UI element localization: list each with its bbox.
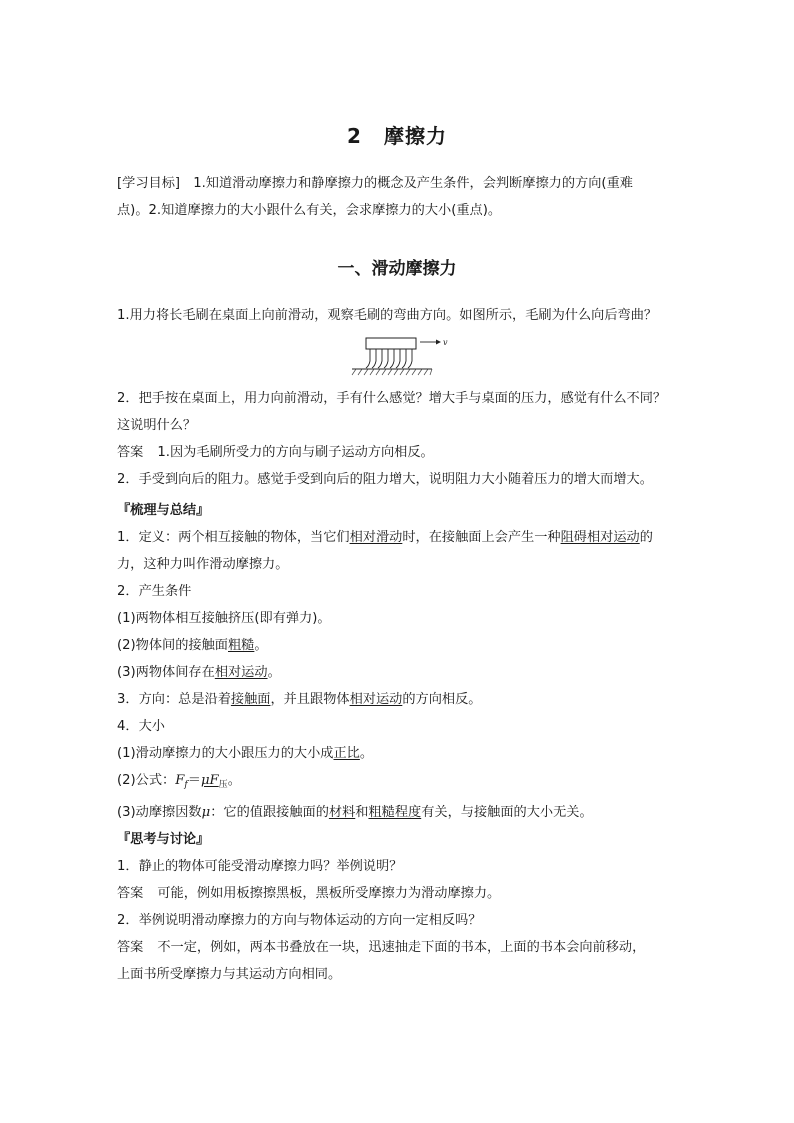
size-1-end: 。 [359, 746, 374, 761]
condition-2-underline: 粗糙 [228, 638, 255, 653]
definition-text-b: 时，在接触面上会产生一种 [402, 530, 561, 545]
summary-heading: 『梳理与总结』 [117, 503, 210, 518]
objectives-line-1: [学习目标] 1.知道滑动摩擦力和静摩擦力的概念及产生条件，会判断摩擦力的方向(重难 [117, 176, 633, 191]
definition-line-2: 力，这种力叫作滑动摩擦力。 [117, 557, 289, 572]
size-3-underline-2: 粗糙程度 [368, 805, 422, 820]
formula-ya-sub: 压 [218, 780, 228, 790]
formula-equals: ＝ [187, 773, 201, 788]
formula-ff: F [175, 773, 185, 788]
definition-text-a: 1．定义：两个相互接触的物体，当它们 [117, 530, 350, 545]
discussion-section [117, 826, 680, 988]
direction-text-a: 3．方向：总是沿着 [117, 692, 231, 707]
brush-body [366, 338, 416, 349]
discussion-answer-1-text: 可能，例如用板擦擦黑板，黑板所受摩擦力为滑动摩擦力。 [157, 886, 501, 901]
direction-underline-1: 接触面 [230, 692, 271, 707]
summary-section [117, 497, 680, 826]
condition-3-underline: 相对运动 [214, 665, 268, 680]
answer-1-text: 1.因为毛刷所受力的方向与刷子运动方向相反。 [157, 445, 434, 460]
size-2-formula [117, 767, 680, 799]
objectives-line-2: 点)。2.知道摩擦力的大小跟什么有关，会求摩擦力的大小(重点)。 [117, 203, 502, 218]
answer-2: 2．手受到向后的阻力。感觉手受到向后的阻力增大，说明阻力大小随着压力的增大而增大。 [117, 472, 653, 487]
formula-f-sub: f [184, 780, 188, 790]
discussion-question-2: 2．举例说明滑动摩擦力的方向与物体运动的方向一定相反吗？ [117, 913, 482, 928]
discussion-answer-1 [117, 880, 680, 907]
formula-label: (2)公式： [117, 773, 176, 788]
section-title: 一、滑动摩擦力 [337, 259, 457, 279]
answer-label: 答案 [117, 886, 144, 901]
size-1-underline: 正比 [333, 746, 360, 761]
size-3-text-d: 有关，与接触面的大小无关。 [421, 805, 593, 820]
definition-underline-1: 相对滑动 [349, 530, 403, 545]
title-text: 摩擦力 [383, 124, 447, 148]
direction-text-c: 的方向相反。 [402, 692, 482, 707]
direction [117, 686, 680, 713]
answer-label: 答案 [117, 445, 144, 460]
condition-3 [117, 659, 680, 686]
velocity-label: v [443, 338, 448, 347]
size-1-text: (1)滑动摩擦力的大小跟压力的大小成 [117, 746, 334, 761]
definition-underline-2: 阻碍相对运动 [560, 530, 640, 545]
size-3 [117, 799, 680, 826]
direction-text-b: ，并且跟物体 [270, 692, 350, 707]
condition-3-text: (3)两物体间存在 [117, 665, 215, 680]
title-number: 2 [347, 124, 362, 148]
question-2-line-1: 2．把手按在桌面上，用力向前滑动，手有什么感觉？增大手与桌面的压力，感觉有什么不同？ [117, 391, 667, 406]
answer-1 [117, 439, 680, 466]
question-2 [117, 385, 680, 493]
definition-line-1 [117, 524, 680, 551]
learning-objectives [117, 170, 680, 224]
condition-2-end: 。 [254, 638, 268, 653]
condition-2 [117, 632, 680, 659]
size-title: 4．大小 [117, 719, 165, 734]
brush-figure [332, 334, 452, 384]
question-1-text: 1.用力将长毛刷在桌面上向前滑动，观察毛刷的弯曲方向。如图所示，毛刷为什么向后弯曲？ [117, 308, 658, 323]
table-hatching [352, 369, 432, 375]
condition-1: (1)两物体相互接触挤压(即有弹力)。 [117, 611, 331, 626]
condition-2-text: (2)物体间的接触面 [117, 638, 228, 653]
discussion-question-1: 1．静止的物体可能受滑动摩擦力吗？举例说明？ [117, 859, 403, 874]
direction-underline-2: 相对运动 [349, 692, 403, 707]
size-3-text-c: 和 [355, 805, 369, 820]
discussion-heading: 『思考与讨论』 [117, 832, 210, 847]
size-3-mu: μ [201, 805, 211, 820]
size-1 [117, 740, 680, 767]
size-3-text-b: ：它的值跟接触面的 [210, 805, 329, 820]
page-title [0, 120, 794, 149]
size-3-underline-1: 材料 [328, 805, 356, 820]
size-3-text-a: (3)动摩擦因数 [117, 805, 202, 820]
brush-bristles [366, 349, 412, 368]
condition-title: 2．产生条件 [117, 584, 192, 599]
formula-end: 。 [227, 773, 241, 788]
condition-3-end: 。 [267, 665, 281, 680]
question-1 [117, 302, 680, 329]
definition-text-c: 的 [639, 530, 653, 545]
discussion-answer-2-line-1: 不一定，例如，两本书叠放在一块，迅速抽走下面的书本，上面的书本会向前移动， [157, 940, 646, 955]
formula-fn: F [209, 773, 219, 788]
discussion-answer-2-line-2: 上面书所受摩擦力与其运动方向相同。 [117, 967, 342, 982]
answer-label: 答案 [117, 940, 144, 955]
question-2-line-2: 这说明什么？ [117, 418, 197, 433]
discussion-answer-2 [117, 934, 680, 961]
formula-mu: μ [200, 773, 210, 788]
velocity-arrow-icon [436, 340, 441, 345]
